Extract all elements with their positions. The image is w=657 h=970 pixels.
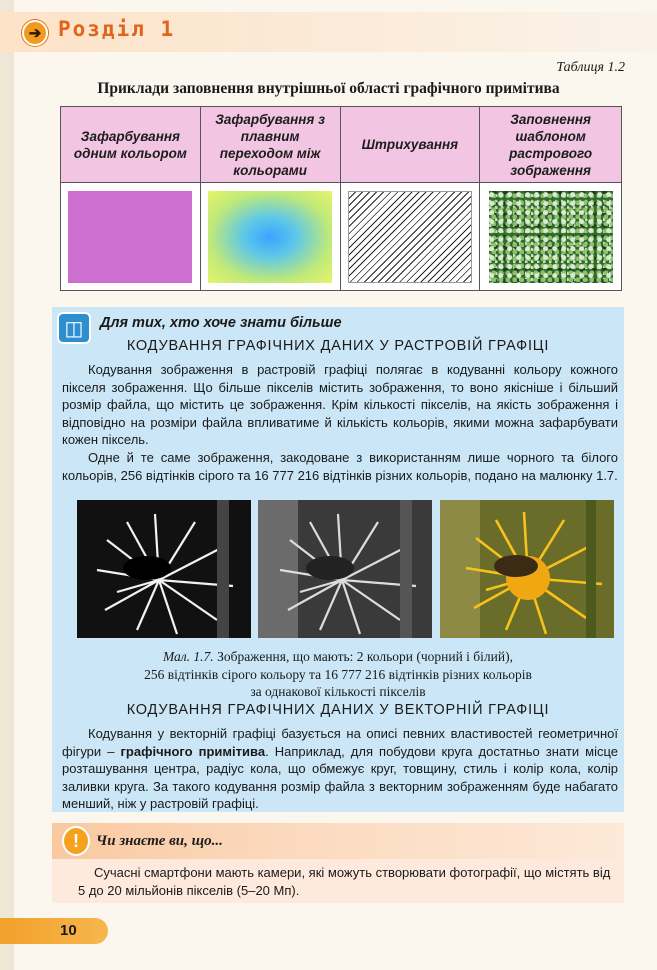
info-heading: Для тих, хто хоче знати більше [100, 315, 342, 331]
table-cell [61, 183, 201, 291]
figure-caption [52, 648, 624, 701]
hatch-fill-swatch [348, 191, 472, 283]
paragraph: Одне й те саме зображення, закодоване з використанням лише чорного та білого кольорів, 256 відтінків сірого та 16 777 216 відтінків різних кольорів, подано на малюнку 1.7. [62, 449, 618, 483]
caption-text: Зображення, що мають: 2 кольори (чорний і білий), [217, 649, 513, 664]
caption-line: 256 відтінків сірого кольору та 16 777 216 відтінків різних кольорів [144, 666, 532, 682]
table-header-cell: Зафарбування одним кольором [61, 107, 201, 183]
did-you-know-text: Сучасні смартфони мають камери, які можуть створювати фотографії, що містять від 5 до 20 мільйонів пікселів (5–20 Мп). [78, 865, 611, 898]
caption-line [52, 648, 624, 666]
table-header-cell: Заповнення шаблоном растрового зображення [480, 107, 622, 183]
table-header-cell: Штрихування [340, 107, 480, 183]
raster-text [62, 361, 618, 484]
exclamation-icon: ! [62, 826, 90, 856]
arrow-right-icon: ➔ [22, 20, 48, 46]
table-caption: Таблиця 1.2 [556, 60, 625, 75]
figure-number: Мал. 1.7. [162, 649, 214, 664]
page-number-tab [0, 918, 108, 944]
paragraph: Кодування зображення в растровій графіці полягає в кодуванні кольору кожного пікселя зображення. Що більше пікселів містить зображення, то воно якісніше і більший розмір файла, що містить це зображення. Крім кількості пікселів, на якість зображення і відповідно на розміри файла впливатиме й кількість кольорів, якими можна зафарбувати кожен піксель. [62, 362, 618, 448]
page-edge [0, 0, 14, 970]
table-header-row [61, 107, 622, 183]
solid-fill-swatch [68, 191, 192, 283]
text-segment: Кодування у векторній графіці базується на описі певних властивостей геометричної фігури – [62, 726, 618, 759]
caption-line: за однакової кількості пікселів [250, 684, 426, 699]
gradient-fill-swatch [208, 191, 332, 283]
photo-grayscale [258, 500, 432, 638]
vector-text [62, 725, 618, 813]
table-header-cell: Зафарбування з плавним переходом між кольорами [200, 107, 340, 183]
paragraph [62, 725, 618, 813]
did-you-know-title: Чи знаєте ви, що... [96, 833, 223, 849]
pattern-fill-swatch [489, 191, 613, 283]
vector-heading: КОДУВАННЯ ГРАФІЧНИХ ДАНИХ У ВЕКТОРНІЙ ГРАФІЦІ [126, 702, 550, 718]
table-cell [480, 183, 622, 291]
spiral-info-icon: ◫ [57, 312, 91, 344]
section-title: Розділ 1 [58, 17, 176, 41]
photo-full-color [440, 500, 614, 638]
key-term: графічного примітива [120, 743, 266, 759]
table-cell [200, 183, 340, 291]
fill-examples-table [60, 106, 622, 291]
table-title: Приклади заповнення внутрішньої області графічного примітива [97, 80, 560, 97]
table-cell [340, 183, 480, 291]
page-number: 10 [60, 922, 77, 939]
raster-heading: КОДУВАННЯ ГРАФІЧНИХ ДАНИХ У РАСТРОВІЙ ГРАФІЦІ [126, 338, 550, 354]
text-segment: . Наприклад, для побудови круга достатньо знати місце розташування центра, радіус кола, що обмежує круг, товщину, стиль і колір кола, колір заливки круга. За такого кодування розмір файла з векторним зображенням буде набагато менший, ніж у растровій графіці. [62, 743, 619, 812]
table-row [61, 183, 622, 291]
photo-black-white [77, 500, 251, 638]
